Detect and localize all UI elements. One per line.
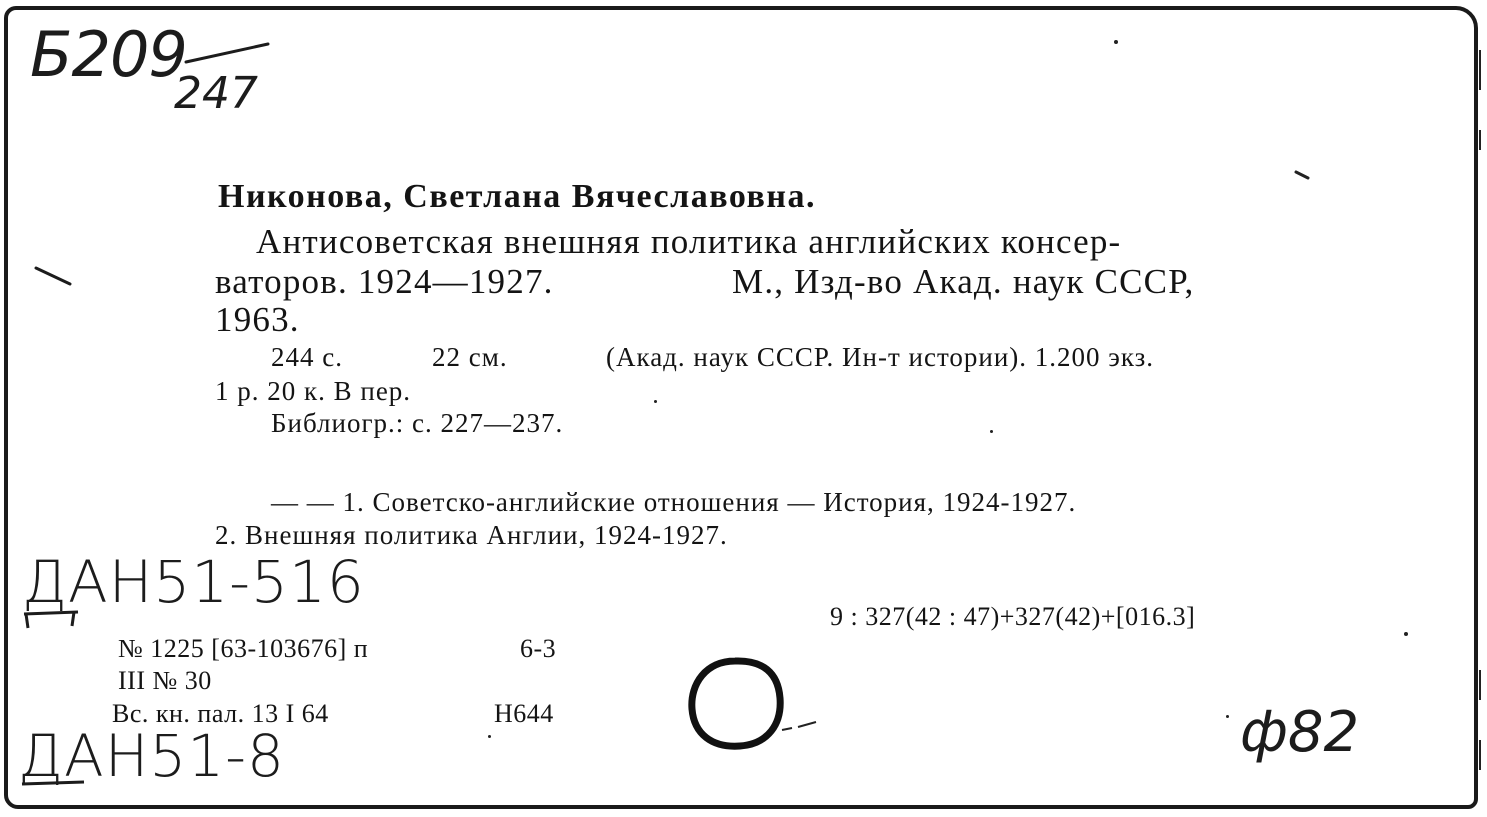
pagination: 244 с.	[271, 342, 343, 372]
price-binding: 1 р. 20 к. В пер.	[215, 376, 412, 406]
classification-index: 9 : 327(42 : 47)+327(42)+[016.3]	[830, 602, 1196, 631]
imprint-line-2: III № 30	[118, 666, 212, 695]
imprint-line-3-b: Н644	[494, 699, 554, 728]
title-line-2-a: ваторов. 1924—1927.	[215, 262, 554, 301]
title-line-1: Антисоветская внешняя политика английских консер-	[256, 222, 1122, 261]
imprint-line-1-b: 6-3	[520, 634, 557, 663]
title-line-3: 1963.	[215, 300, 300, 339]
imprint-line-3-a: Вс. кн. пал. 13 I 64	[112, 699, 329, 728]
handwritten-call-number: Б209	[30, 18, 187, 91]
bibliography-note: Библиогр.: с. 227—237.	[271, 408, 564, 438]
title-line-2-b: М., Изд-во Акад. наук СССР,	[732, 262, 1195, 301]
handwritten-shelf-code-1: ДАН51-516	[22, 548, 365, 616]
subject-headings-line-1: — — 1. Советско-английские отношения — История, 1924-1927.	[271, 487, 1077, 517]
subject-headings-line-2: 2. Внешняя политика Англии, 1924-1927.	[215, 520, 728, 550]
author-heading: Никонова, Светлана Вячеславовна.	[218, 178, 816, 215]
handwritten-call-number-sub: 247	[174, 68, 258, 119]
catalog-card	[4, 6, 1478, 809]
handwritten-fund-mark: ф82	[1240, 700, 1360, 765]
series-and-copies: (Акад. наук СССР. Ин-т истории). 1.200 экз.	[606, 342, 1155, 372]
handwritten-shelf-code-2: ДАН51-8	[18, 722, 285, 790]
dimensions: 22 см.	[432, 342, 508, 372]
imprint-line-1-a: № 1225 [63-103676] п	[118, 634, 369, 663]
